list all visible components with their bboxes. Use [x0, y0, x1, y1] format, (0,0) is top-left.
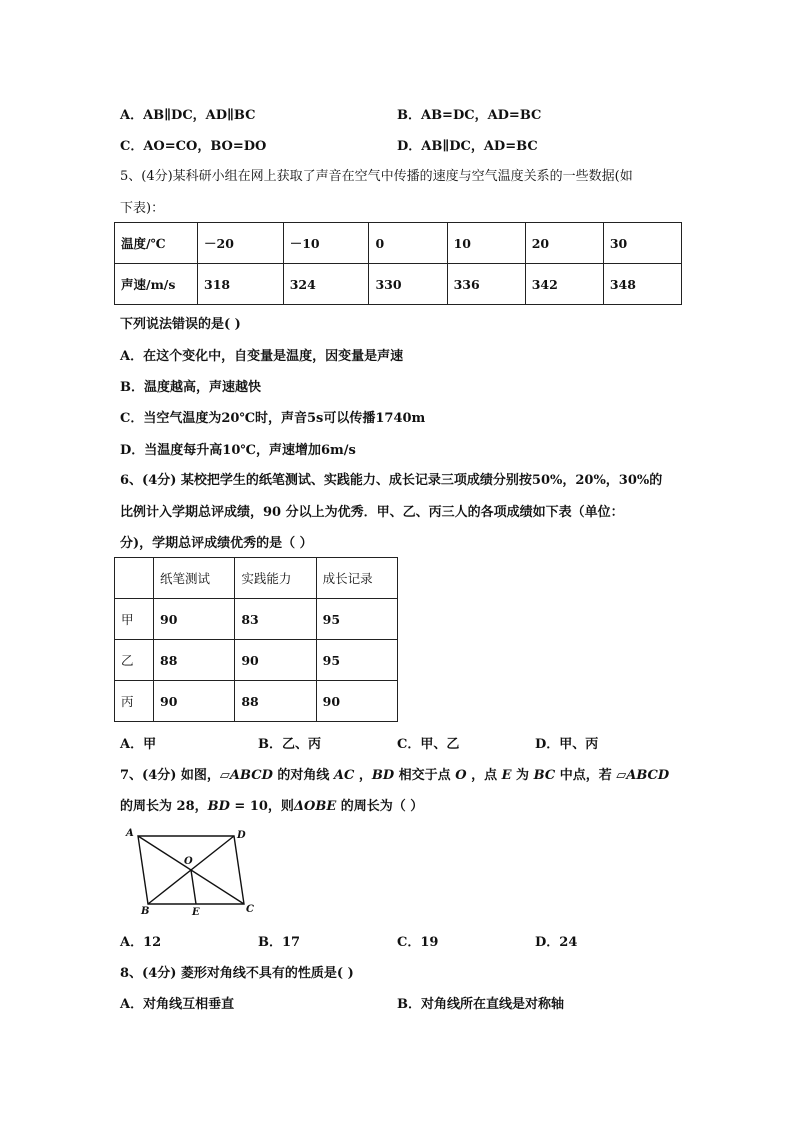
- cell: 0: [369, 223, 447, 264]
- cell: 95: [316, 640, 397, 681]
- q7-text: = 10，则: [229, 799, 294, 814]
- cell: 30: [603, 223, 681, 264]
- cell: 20: [525, 223, 603, 264]
- q7-math: ABCD: [229, 768, 273, 783]
- q7-option-c: C．19: [397, 935, 439, 950]
- q8-stem: 8、(4分) 菱形对角线不具有的性质是( ): [120, 966, 354, 981]
- q6-stem-line3: 分)，学期总评成绩优秀的是（ ）: [120, 536, 313, 551]
- q7-math: O: [455, 768, 467, 783]
- label-a: A: [126, 828, 134, 839]
- q7-text: 中点，若: [555, 768, 617, 783]
- cell: 318: [198, 264, 284, 305]
- cell: 实践能力: [235, 558, 316, 599]
- cell: －20: [198, 223, 284, 264]
- q6-option-c: C．甲、乙: [397, 737, 460, 752]
- q6-stem-line1: 6、(4分) 某校把学生的纸笔测试、实践能力、成长记录三项成绩分别按50%，20%，30%的: [120, 473, 663, 488]
- cell: 90: [316, 681, 397, 722]
- q5-option-c: C．当空气温度为20℃时，声音5s可以传播1740m: [120, 411, 426, 426]
- cell: 丙: [115, 681, 154, 722]
- q7-text: ，点: [466, 768, 502, 783]
- q5-table-row-temp: [115, 223, 682, 264]
- label-b: B: [141, 906, 150, 916]
- cell: 90: [154, 681, 235, 722]
- cell: 乙: [115, 640, 154, 681]
- q7-text: 的对角线: [272, 768, 334, 783]
- q7-math: BD: [371, 768, 395, 783]
- q8-option-a: A．对角线互相垂直: [120, 997, 235, 1012]
- cell: 10: [447, 223, 525, 264]
- cell: 95: [316, 599, 397, 640]
- cell: [115, 558, 154, 599]
- cell: 90: [154, 599, 235, 640]
- label-e: E: [192, 907, 200, 916]
- parallelogram-icon: ▱: [616, 768, 627, 783]
- q7-stem-line2: [120, 795, 423, 814]
- q5-option-d: D．当温度每升高10℃，声速增加6m/s: [120, 443, 356, 458]
- label-o: O: [184, 856, 193, 867]
- cell: 336: [447, 264, 525, 305]
- cell: 甲: [115, 599, 154, 640]
- q7-text: 的周长为（ ）: [336, 799, 424, 814]
- q7-text: 相交于点: [394, 768, 456, 783]
- q5-table-row-speed: [115, 264, 682, 305]
- q5-table: [114, 222, 682, 305]
- q6-option-d: D．甲、丙: [535, 737, 599, 752]
- table-row: [115, 681, 398, 722]
- segment-oe: [191, 870, 196, 904]
- cell: 324: [283, 264, 369, 305]
- q7-text: 7、(4分) 如图，: [120, 768, 220, 783]
- q5-option-a: A．在这个变化中，自变量是温度，因变量是声速: [120, 349, 404, 364]
- cell: 348: [603, 264, 681, 305]
- q7-option-a: A．12: [120, 935, 162, 950]
- label-c: C: [246, 904, 254, 915]
- q7-text: 为: [511, 768, 534, 783]
- q7-stem-line1: [120, 764, 669, 783]
- table-row: [115, 640, 398, 681]
- q6-option-a: A．甲: [120, 737, 157, 752]
- table-row: [115, 599, 398, 640]
- q6-option-b: B．乙、丙: [258, 737, 321, 752]
- q5-stem-line1: 5、(4分)某科研小组在网上获取了声音在空气中传播的速度与空气温度关系的一些数据(如: [120, 169, 633, 184]
- q7-parallelogram-figure: [120, 824, 260, 916]
- cell: 90: [235, 640, 316, 681]
- cell: 88: [235, 681, 316, 722]
- q7-text: ，: [354, 768, 372, 783]
- q7-math: AC: [333, 768, 355, 783]
- q5-option-b: B．温度越高，声速越快: [120, 380, 261, 395]
- q7-text: 的周长为 28，: [120, 799, 208, 814]
- parallelogram-icon: ▱: [219, 768, 230, 783]
- q6-table-header: [115, 558, 398, 599]
- q8-option-b: B．对角线所在直线是对称轴: [397, 997, 564, 1012]
- q4-option-d: D．AB∥DC，AD=BC: [397, 139, 538, 154]
- q4-option-c: C．AO=CO，BO=DO: [120, 139, 267, 154]
- q6-table: [114, 557, 398, 722]
- q7-option-b: B．17: [258, 935, 301, 950]
- cell: 声速/m/s: [115, 264, 198, 305]
- q4-option-b: B．AB=DC，AD=BC: [397, 108, 542, 123]
- q4-option-a: A．AB∥DC，AD∥BC: [120, 108, 256, 123]
- cell: 342: [525, 264, 603, 305]
- q5-question: 下列说法错误的是( ): [120, 317, 241, 332]
- q6-stem-line2: 比例计入学期总评成绩，90 分以上为优秀．甲、乙、丙三人的各项成绩如下表（单位：: [120, 505, 624, 520]
- q5-stem-line2: 下表)：: [120, 201, 165, 216]
- q7-math: E: [501, 768, 512, 783]
- q7-math: BC: [533, 768, 556, 783]
- q7-math: BD: [207, 799, 230, 814]
- q7-math: ΔOBE: [293, 799, 337, 814]
- cell: 88: [154, 640, 235, 681]
- q7-math: ABCD: [626, 768, 670, 783]
- cell: 83: [235, 599, 316, 640]
- label-d: D: [237, 830, 246, 841]
- cell: －10: [283, 223, 369, 264]
- cell: 成长记录: [316, 558, 397, 599]
- cell: 温度/℃: [115, 223, 198, 264]
- cell: 330: [369, 264, 447, 305]
- q7-option-d: D．24: [535, 935, 578, 950]
- cell: 纸笔测试: [154, 558, 235, 599]
